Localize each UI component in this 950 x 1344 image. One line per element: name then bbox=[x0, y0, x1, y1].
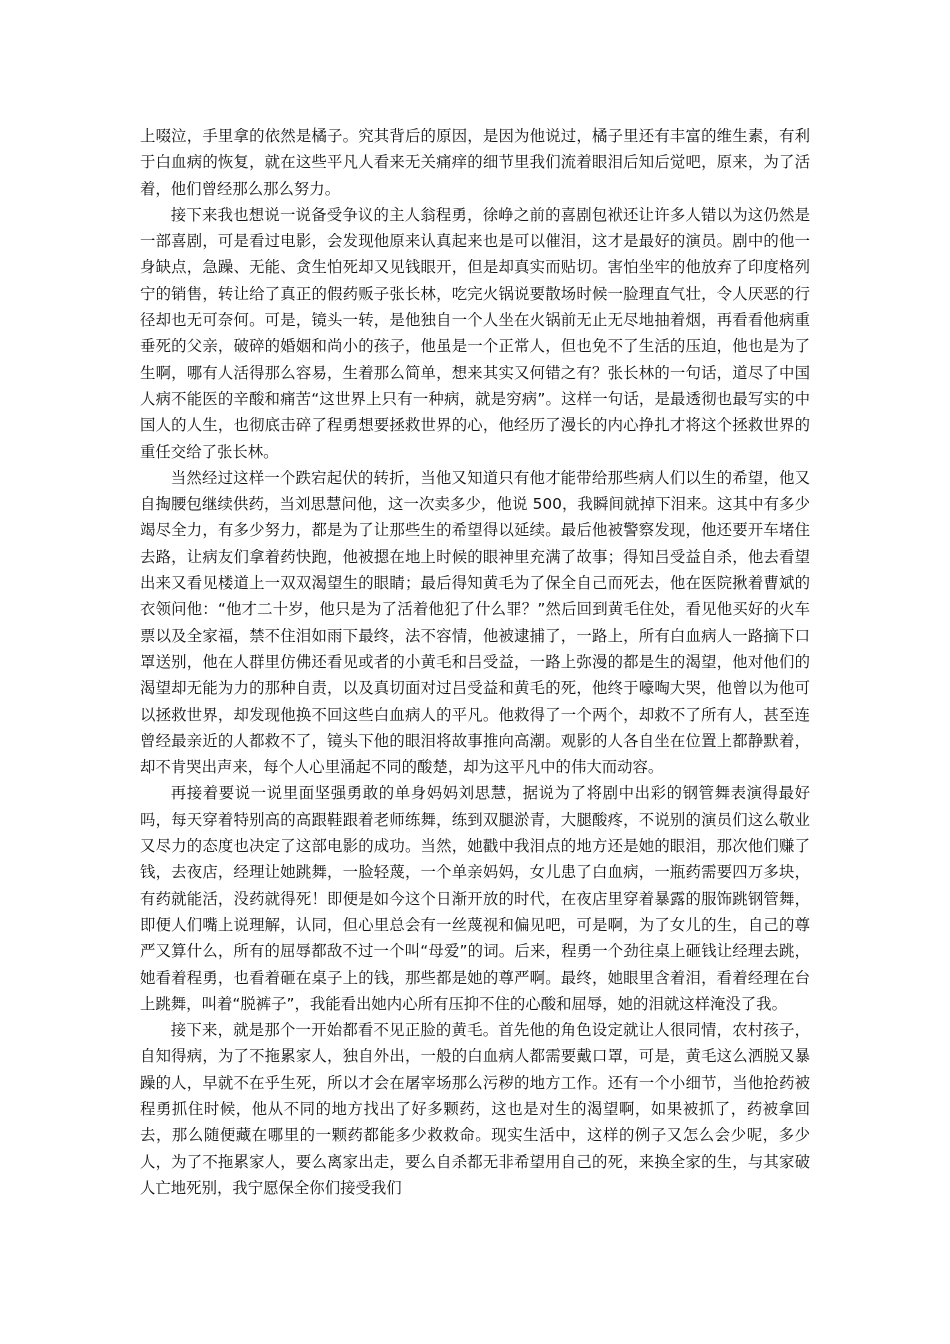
paragraph-huang-mao: 接下来，就是那个一开始都看不见正脸的黄毛。首先他的角色设定就让人很同情，农村孩子，自知得病，为了不拖累家人，独自外出，一般的白血病人都需要戴口罩，可是，黄毛这么洒脱又暴躁的人，早就不在乎生死，所以才会在屠宰场那么污秽的地方工作。还有一个小细节，当他抢药被程勇抓住时候，他从不同的地方找出了好多颗药，这也是对生的渴望啊，如果被抓了，药被拿回去，那么随便藏在哪里的一颗药都能多少救救命。现实生活中，这样的例子又怎么会少呢，多少人，为了不拖累家人，要么离家出走，要么自杀都无非希望用自己的死，来换全家的生，与其家破人亡地死别，我宁愿保全你们接受我们 bbox=[140, 1021, 810, 1197]
paragraph-liu-sihui: 再接着要说一说里面坚强勇敢的单身妈妈刘思慧，据说为了将剧中出彩的钢管舞表演得最好吗，每天穿着特别高的高跟鞋跟着老师练舞，练到双腿淤青，大腿酸疼，不说别的演员们这么敬业又尽力的态度也决定了这部电影的成功。当然，她戳中我泪点的地方还是她的眼泪，那次他们赚了钱，去夜店，经理让她跳舞，一脸轻蔑，一个单亲妈妈，女儿患了白血病，一瓶药需要四万多块，有药就能活，没药就得死！即便是如今这个日渐开放的时代，在夜店里穿着暴露的服饰跳钢管舞，即便人们嘴上说理解，认同，但心里总会有一丝蔑视和偏见吧，可是啊，为了女儿的生，自己的尊严又算什么，所有的屈辱都敌不过一个叫“母爱”的词。后来，程勇一个劲往桌上砸钱让经理去跳，她看着程勇，也看着砸在桌子上的钱，那些都是她的尊严啊。最终，她眼里含着泪，看着经理在台上跳舞，叫着“脱裤子”，我能看出她内心所有压抑不住的心酸和屈辱，她的泪就这样淹没了我。 bbox=[140, 784, 810, 1013]
body-text bbox=[140, 123, 810, 1201]
paragraph-continued: 上啜泣，手里拿的依然是橘子。究其背后的原因，是因为他说过，橘子里还有丰富的维生素，有利于白血病的恢复，就在这些平凡人看来无关痛痒的细节里我们流着眼泪后知后觉吧，原来，为了活着，他们曾经那么那么努力。 bbox=[140, 127, 810, 198]
paragraph-turning-point: 当然经过这样一个跌宕起伏的转折，当他又知道只有他才能带给那些病人们以生的希望，他又自掏腰包继续供药，当刘思慧问他，这一次卖多少，他说 500，我瞬间就掉下泪来。这其中有多少竭尽全力，有多少努力，都是为了让那些生的希望得以延续。最后他被警察发现，他还要开车堵住去路，让病友们拿着药快跑，他被摁在地上时候的眼神里充满了故事；得知吕受益自杀，他去看望出来又看见楼道上一双双渴望生的眼睛；最后得知黄毛为了保全自己而死去，他在医院揪着曹斌的衣领问他：“他才二十岁，他只是为了活着他犯了什么罪？”然后回到黄毛住处，看见他买好的火车票以及全家福，禁不住泪如雨下最终，法不容情，他被逮捕了，一路上，所有白血病人一路摘下口罩送别，他在人群里仿佛还看见或者的小黄毛和吕受益，一路上弥漫的都是生的渴望，他对他们的渴望却无能为力的那种自责，以及真切面对过吕受益和黄毛的死，他终于嚎啕大哭，他曾以为他可以拯救世界，却发现他换不回这些白血病人的平凡。他救得了一个两个，却救不了所有人，甚至连曾经最亲近的人都救不了，镜头下他的眼泪将故事推向高潮。观影的人各自坐在位置上都静默着，却不肯哭出声来，每个人心里涌起不同的酸楚，却为这平凡中的伟大而动容。 bbox=[140, 468, 810, 777]
paragraph-cheng-yong: 接下来我也想说一说备受争议的主人翁程勇，徐峥之前的喜剧包袱还让许多人错以为这仍然是一部喜剧，可是看过电影，会发现他原来认真起来也是可以催泪，这才是最好的演员。剧中的他一身缺点，急躁、无能、贪生怕死却又见钱眼开，但是却真实而贴切。害怕坐牢的他放弃了印度格列宁的销售，转让给了真正的假药贩子张长林，吃完火锅说要散场时候一脸理直气壮，令人厌恶的行径却也无可奈何。可是，镜头一转，是他独自一个人坐在火锅前无止无尽地抽着烟，再看看他病重垂死的父亲，破碎的婚姻和尚小的孩子，他虽是一个正常人，但也免不了生活的压迫，他也是为了生啊，哪有人活得那么容易，生着那么简单，想来其实又何错之有？张长林的一句话，道尽了中国人病不能医的辛酸和痛苦“这世界上只有一种病，就是穷病”。这样一句话，是最透彻也最写实的中国人的人生，也彻底击碎了程勇想要拯救世界的心，他经历了漫长的内心挣扎才将这个拯救世界的重任交给了张长林。 bbox=[140, 205, 810, 461]
